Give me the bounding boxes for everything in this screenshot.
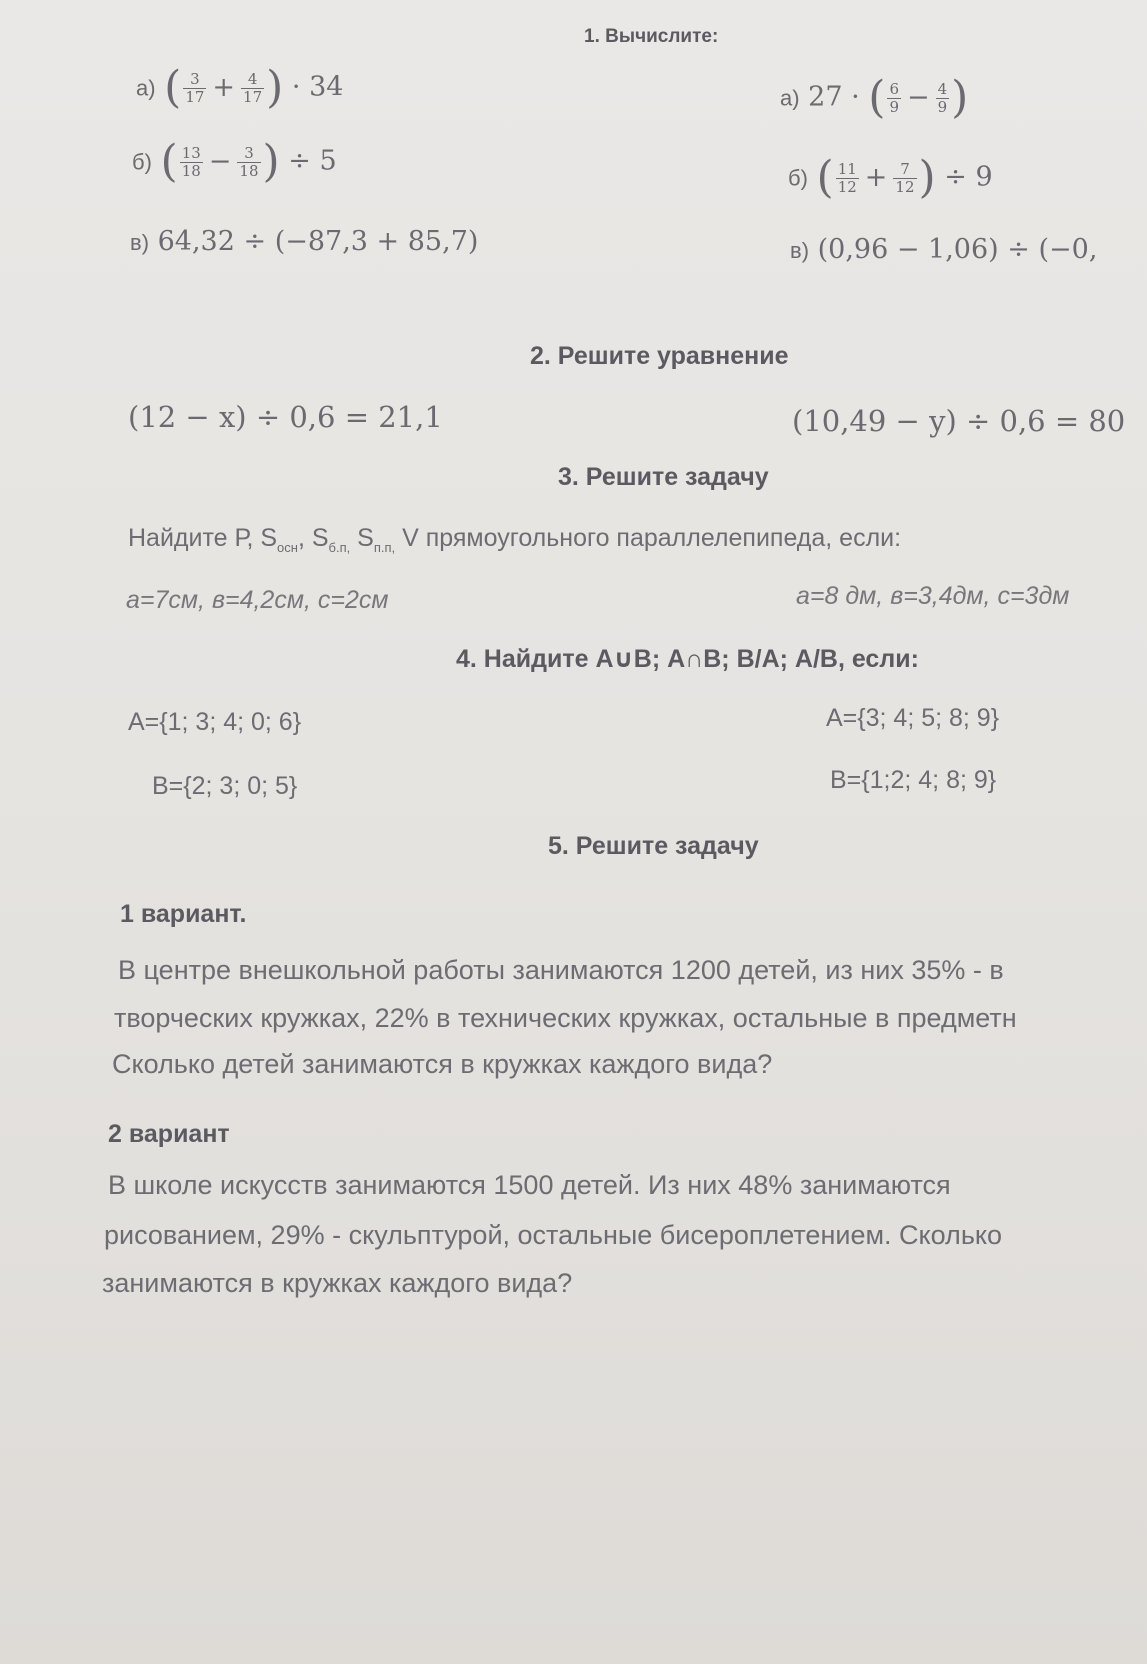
task4-set-a-left: А={1; 3; 4; 0; 6} — [128, 708, 302, 736]
fraction: $\frac{13}{18}$ — [181, 143, 201, 180]
variant2-title: 2 вариант — [108, 1120, 230, 1148]
expression-head: 27 · — [808, 81, 860, 113]
fraction: $\frac{11}{12}$ — [837, 159, 857, 196]
task4-set-b-left: В={2; 3; 0; 5} — [152, 772, 298, 800]
item-label: в) — [790, 238, 810, 263]
task4-title: 4. Найдите А∪В; А∩В; В/А; А/В, если: — [456, 645, 919, 673]
task1-right-a: а) 27 · ( $\frac{6}{9}$ − $\frac{4}{9}$ ) — [780, 72, 969, 123]
expression: 64,32 ÷ (−87,3 + 85,7) — [157, 226, 479, 257]
expression-tail: ÷ 5 — [288, 145, 337, 177]
task1-right-b: б) ( $\frac{11}{12}$ + $\frac{7}{12}$ ) ÷ 9 — [788, 152, 993, 203]
fraction: $\frac{6}{9}$ — [889, 79, 899, 116]
task1-left-v — [130, 226, 478, 257]
variant1-line: творческих кружках, 22% в технических кружках, остальные в предметн — [114, 1003, 1017, 1033]
task3-title: 3. Решите задачу — [558, 463, 769, 491]
task3-statement: Найдите Р, $S_{осн}$, $S_{б.п,}$ $S_{п.п,}$ V прямоугольного параллелепипеда, если: — [128, 524, 902, 555]
variant2-line: В школе искусств занимаются 1500 детей. Из них 48% занимаются — [108, 1170, 951, 1200]
variant1-line: В центре внешкольной работы занимаются 1200 детей, из них 35% - в — [118, 955, 1004, 985]
item-label: б) — [132, 149, 152, 175]
variant1-title: 1 вариант. — [120, 900, 247, 928]
variant2-line: занимаются в кружках каждого вида? — [102, 1268, 573, 1298]
task2-equation-left: (12 − x) ÷ 0,6 = 21,1 — [128, 400, 443, 434]
task3-dimensions-left: а=7см, в=4,2см, с=2см — [126, 586, 389, 614]
expression-tail: ÷ 9 — [944, 161, 993, 193]
task4-set-a-right: А={3; 4; 5; 8; 9} — [826, 704, 1000, 732]
task3-dimensions-right: а=8 дм, в=3,4дм, с=3дм — [796, 582, 1070, 610]
task2-title: 2. Решите уравнение — [530, 342, 789, 370]
fraction: $\frac{3}{17}$ — [185, 69, 205, 106]
task1-title: 1. Вычислите: — [584, 26, 719, 47]
task2-equation-right: (10,49 − y) ÷ 0,6 = 80 — [792, 404, 1126, 438]
fraction: $\frac{7}{12}$ — [895, 159, 915, 196]
item-label: б) — [788, 165, 808, 191]
fraction: $\frac{4}{9}$ — [937, 79, 948, 116]
item-label: а) — [136, 75, 156, 101]
task1-right-v — [790, 234, 1097, 265]
expression-tail: · 34 — [291, 71, 344, 103]
task5-title: 5. Решите задачу — [548, 832, 759, 860]
task1-left-b: б) ( $\frac{13}{18}$ − $\frac{3}{18}$ ) ÷ 5 — [132, 136, 337, 187]
item-label: а) — [780, 85, 800, 111]
fraction: $\frac{4}{17}$ — [243, 69, 263, 106]
expression: (0,96 − 1,06) ÷ (−0, — [817, 234, 1098, 265]
variant1-line: Сколько детей занимаются в кружках каждого вида? — [112, 1049, 773, 1079]
item-label: в) — [130, 230, 150, 255]
task4-set-b-right: В={1;2; 4; 8; 9} — [830, 766, 997, 794]
fraction: $\frac{3}{18}$ — [239, 143, 259, 180]
task1-left-a: а) ( $\frac{3}{17}$ + $\frac{4}{17}$ ) · 34 — [136, 62, 344, 113]
variant2-line: рисованием, 29% - скульптурой, остальные бисероплетением. Сколько — [104, 1220, 1003, 1250]
